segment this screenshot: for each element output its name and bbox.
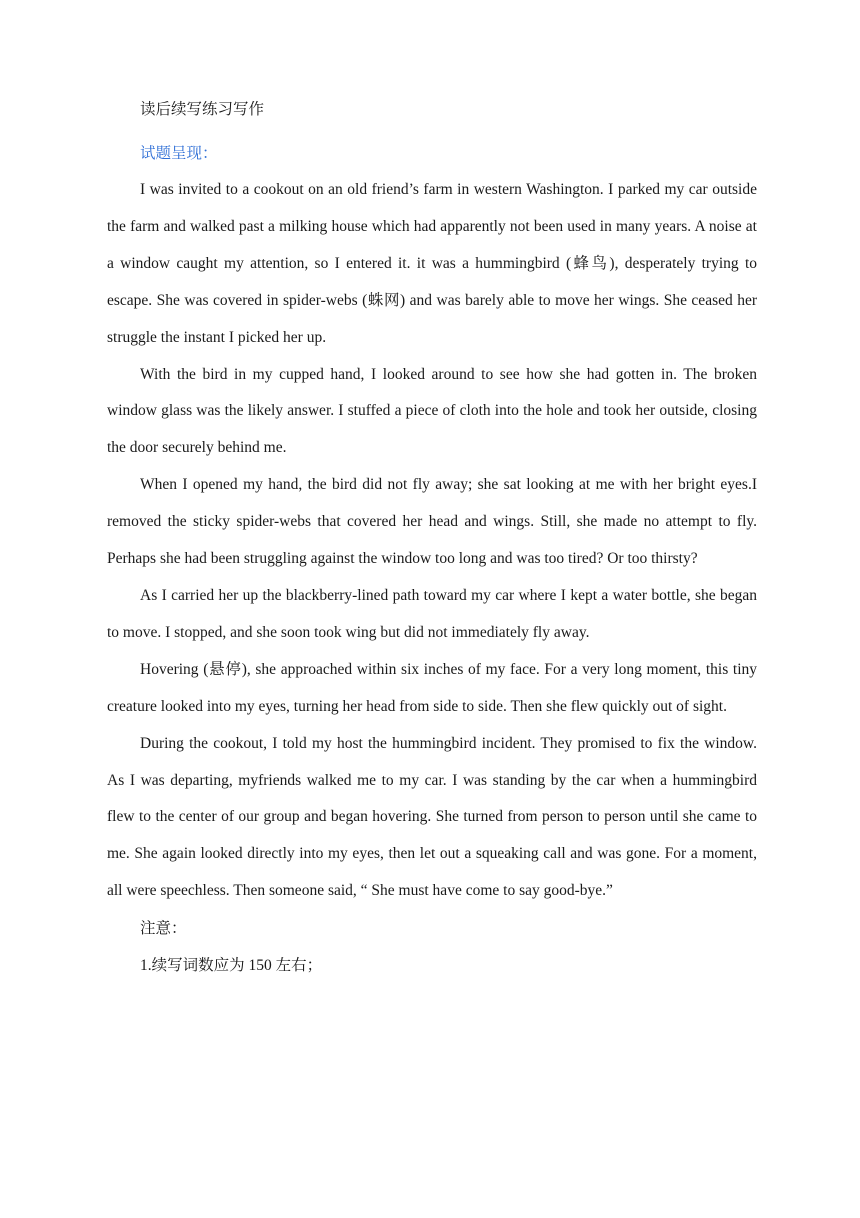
story-paragraph: As I carried her up the blackberry-lined path toward my car where I kept a water bottle, she began to move. I stopped, and she soon took wing but did not immediately fly away. <box>107 586 757 641</box>
story-paragraph: I was invited to a cookout on an old friend’s farm in western Washington. I parked my car outside the farm and walked past a milking house which had apparently not been used in many years. A noise at a window caught my attention, so I entered it. it was a hummingbird (蜂鸟), desperately trying to escape. She was covered in spider-webs (蛛网) and was barely able to move her wings. She ceased her struggle the instant I picked her up. <box>107 181 757 346</box>
story-paragraph: Hovering (悬停), she approached within six inches of my face. For a very long moment, this tiny creature looked into my eyes, turning her head from side to side. Then she flew quickly out of sight. <box>107 660 757 715</box>
note-label: 注意： <box>140 920 187 938</box>
story-paragraph: During the cookout, I told my host the hummingbird incident. They promised to fix the window. As I was departing, myfriends walked me to my car. I was standing by the car when a hummingbird flew to the center of our group and began hovering. She turned from person to person until she came to me. She again looked directly into my eyes, then let out a squeaking call and was gone. For a moment, all were speechless. Then someone said, “ She must have come to say good-bye.” <box>107 734 757 900</box>
document-page <box>107 88 757 984</box>
section-label: 试题呈现： <box>140 145 218 162</box>
story-paragraph: With the bird in my cupped hand, I looked around to see how she had gotten in. The broken window glass was the likely answer. I stuffed a piece of cloth into the hole and took her outside, closing the door securely behind me. <box>107 365 757 457</box>
note-item: 1.续写词数应为 150 左右； <box>140 957 323 975</box>
document-title: 读后续写练习写作 <box>140 101 265 118</box>
story-paragraph: When I opened my hand, the bird did not fly away; she sat looking at me with her bright eyes.I removed the sticky spider-webs that covered her head and wings. Still, she made no attempt to fly. Perhaps she had been struggling against the window too long and was too tired? Or too thirsty? <box>107 476 757 568</box>
